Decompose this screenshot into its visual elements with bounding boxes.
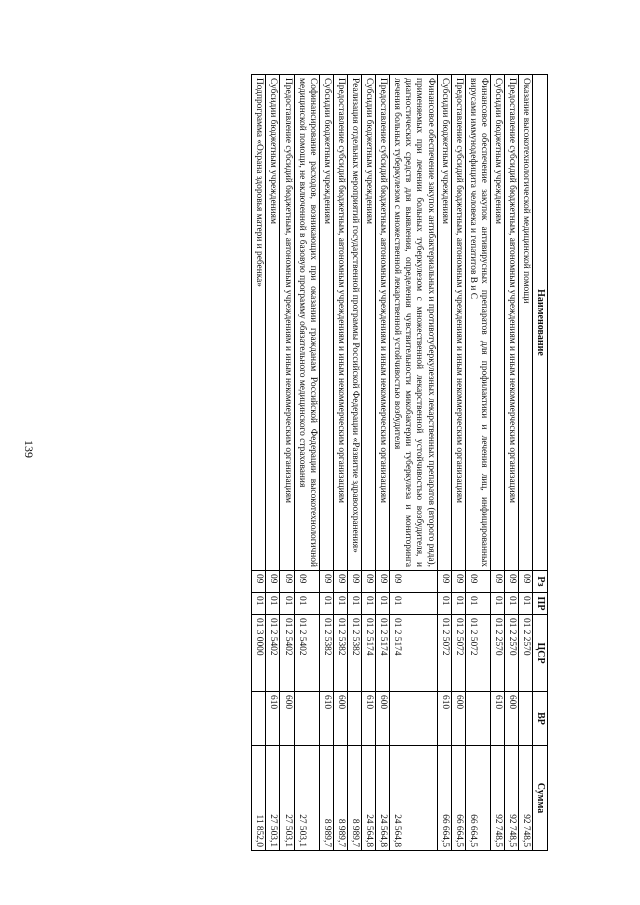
row-name: Предоставление субсидий бюджетным, автономным учреждениям и иным некоммерческим организациям <box>376 75 390 571</box>
table-row <box>294 75 319 851</box>
row-csr: 01 2 5072 <box>437 615 451 692</box>
row-sum: 92 748,5 <box>519 746 533 851</box>
row-csr: 01 2 5174 <box>361 615 375 692</box>
row-csr: 01 2 2570 <box>490 615 504 692</box>
row-csr: 01 2 5174 <box>376 615 390 692</box>
row-rz: 09 <box>361 571 375 593</box>
row-pr: 01 <box>437 593 451 615</box>
row-vr <box>294 692 319 746</box>
row-csr: 01 2 5174 <box>390 615 437 692</box>
row-rz: 09 <box>376 571 390 593</box>
row-name: Предоставление субсидий бюджетным, автономным учреждениям и иным некоммерческим организациям <box>333 75 347 571</box>
row-name: Субсидии бюджетным учреждениям <box>266 75 280 571</box>
row-sum: 27 503,1 <box>280 746 294 851</box>
header-csr: ЦСР <box>533 615 548 692</box>
row-pr: 01 <box>519 593 533 615</box>
row-pr: 01 <box>376 593 390 615</box>
table-row <box>266 75 280 851</box>
row-vr <box>519 692 533 746</box>
row-rz: 09 <box>280 571 294 593</box>
row-sum: 11 852,0 <box>252 746 266 851</box>
row-name: Субсидии бюджетным учреждениям <box>437 75 451 571</box>
row-csr: 01 2 2570 <box>519 615 533 692</box>
header-name: Наименование <box>533 75 548 571</box>
row-rz: 09 <box>294 571 319 593</box>
row-pr: 01 <box>451 593 465 615</box>
row-name: Субсидии бюджетным учреждениям <box>361 75 375 571</box>
table-row <box>333 75 347 851</box>
row-name: Субсидии бюджетным учреждениям <box>319 75 333 571</box>
row-rz: 09 <box>490 571 504 593</box>
row-csr: 01 2 5382 <box>319 615 333 692</box>
row-rz: 09 <box>451 571 465 593</box>
table-row <box>347 75 361 851</box>
row-sum: 66 664,5 <box>465 746 490 851</box>
row-rz: 09 <box>266 571 280 593</box>
row-sum: 92 748,5 <box>505 746 519 851</box>
row-pr: 01 <box>319 593 333 615</box>
row-name: Субсидии бюджетным учреждениям <box>490 75 504 571</box>
row-vr: 600 <box>505 692 519 746</box>
row-pr: 01 <box>333 593 347 615</box>
row-name: Предоставление субсидий бюджетным, автономным учреждениям и иным некоммерческим организациям <box>451 75 465 571</box>
row-csr: 01 2 5382 <box>347 615 361 692</box>
row-vr: 610 <box>319 692 333 746</box>
row-csr: 01 2 5382 <box>333 615 347 692</box>
row-vr: 610 <box>437 692 451 746</box>
row-name: Предоставление субсидий бюджетным, автономным учреждениям и иным некоммерческим организациям <box>505 75 519 571</box>
row-csr: 01 2 5072 <box>451 615 465 692</box>
row-pr: 01 <box>294 593 319 615</box>
row-vr: 600 <box>376 692 390 746</box>
row-sum: 8 989,7 <box>319 746 333 851</box>
row-sum: 66 664,5 <box>437 746 451 851</box>
row-name: Реализация отдельных мероприятий государственной программы Российской Федерации «Развитие здравоохранения» <box>347 75 361 571</box>
row-pr: 01 <box>390 593 437 615</box>
row-sum: 92 748,5 <box>490 746 504 851</box>
row-name: Финансовое обеспечение закупок антивирусных препаратов для профилактики и лечения лиц, инфицированных вирусами иммунодефицита человека и гепатитов В и С <box>465 75 490 571</box>
row-rz: 09 <box>333 571 347 593</box>
row-rz: 09 <box>390 571 437 593</box>
row-name: Софинансирование расходов, возникающих при оказании гражданам Российской Федерации высокотехнологичной медицинской помощи, не включенной в базовую программу обязательного медицинского страхования <box>294 75 319 571</box>
table-row <box>376 75 390 851</box>
table-row <box>361 75 375 851</box>
row-sum: 27 503,1 <box>266 746 280 851</box>
table-row <box>437 75 451 851</box>
row-pr: 01 <box>266 593 280 615</box>
row-vr <box>465 692 490 746</box>
header-vr: ВР <box>533 692 548 746</box>
row-rz: 09 <box>519 571 533 593</box>
row-rz: 09 <box>347 571 361 593</box>
table-row <box>319 75 333 851</box>
table-row <box>280 75 294 851</box>
row-pr: 01 <box>347 593 361 615</box>
row-rz: 09 <box>505 571 519 593</box>
row-vr: 600 <box>333 692 347 746</box>
header-sum: Сумма <box>533 746 548 851</box>
row-rz: 09 <box>319 571 333 593</box>
row-sum: 24 564,8 <box>361 746 375 851</box>
row-pr: 01 <box>505 593 519 615</box>
row-vr <box>347 692 361 746</box>
row-vr: 600 <box>451 692 465 746</box>
row-pr: 01 <box>280 593 294 615</box>
row-vr: 600 <box>280 692 294 746</box>
row-vr: 610 <box>266 692 280 746</box>
row-pr: 01 <box>252 593 266 615</box>
row-pr: 01 <box>361 593 375 615</box>
header-rz: Рз <box>533 571 548 593</box>
row-name: Оказание высокотехнологической медицинской помощи <box>519 75 533 571</box>
budget-table <box>251 74 548 851</box>
table-row <box>490 75 504 851</box>
table-row <box>519 75 533 851</box>
table-row <box>390 75 437 851</box>
row-csr: 01 3 0000 <box>252 615 266 692</box>
row-csr: 01 2 5402 <box>294 615 319 692</box>
row-sum: 8 989,7 <box>333 746 347 851</box>
row-sum: 24 564,8 <box>390 746 437 851</box>
table-row <box>505 75 519 851</box>
row-pr: 01 <box>490 593 504 615</box>
row-sum: 8 989,7 <box>347 746 361 851</box>
row-vr <box>390 692 437 746</box>
row-vr: 610 <box>361 692 375 746</box>
row-sum: 66 664,5 <box>451 746 465 851</box>
row-csr: 01 2 2570 <box>505 615 519 692</box>
page-number: 139 <box>22 440 36 458</box>
table-header-row <box>533 75 548 851</box>
header-pr: ПР <box>533 593 548 615</box>
row-name: Подпрограмма «Охрана здоровья матери и ребенка» <box>252 75 266 571</box>
row-sum: 27 503,1 <box>294 746 319 851</box>
rotated-page-content <box>92 74 548 850</box>
row-vr <box>252 692 266 746</box>
table-row <box>465 75 490 851</box>
row-csr: 01 2 5402 <box>266 615 280 692</box>
row-rz: 09 <box>252 571 266 593</box>
row-vr: 610 <box>490 692 504 746</box>
row-rz: 09 <box>437 571 451 593</box>
row-pr: 01 <box>465 593 490 615</box>
row-csr: 01 2 5402 <box>280 615 294 692</box>
table-row <box>451 75 465 851</box>
row-csr: 01 2 5072 <box>465 615 490 692</box>
row-name: Финансовое обеспечение закупок антибактериальных и противотуберкулезных лекарственных препаратов (второго ряда), применяемых при лечении больных туберкулезом с множественной лекарственной устойчивостью возбудителя, и диагностических средств для выявления, определения чувствительности микобактерии туберкулеза и мониторинга лечения больных туберкулезом с множественной лекарственной устойчивостью возбудителя <box>390 75 437 571</box>
row-sum: 24 564,8 <box>376 746 390 851</box>
row-name: Предоставление субсидий бюджетным, автономным учреждениям и иным некоммерческим организациям <box>280 75 294 571</box>
table-row <box>252 75 266 851</box>
row-rz: 09 <box>465 571 490 593</box>
